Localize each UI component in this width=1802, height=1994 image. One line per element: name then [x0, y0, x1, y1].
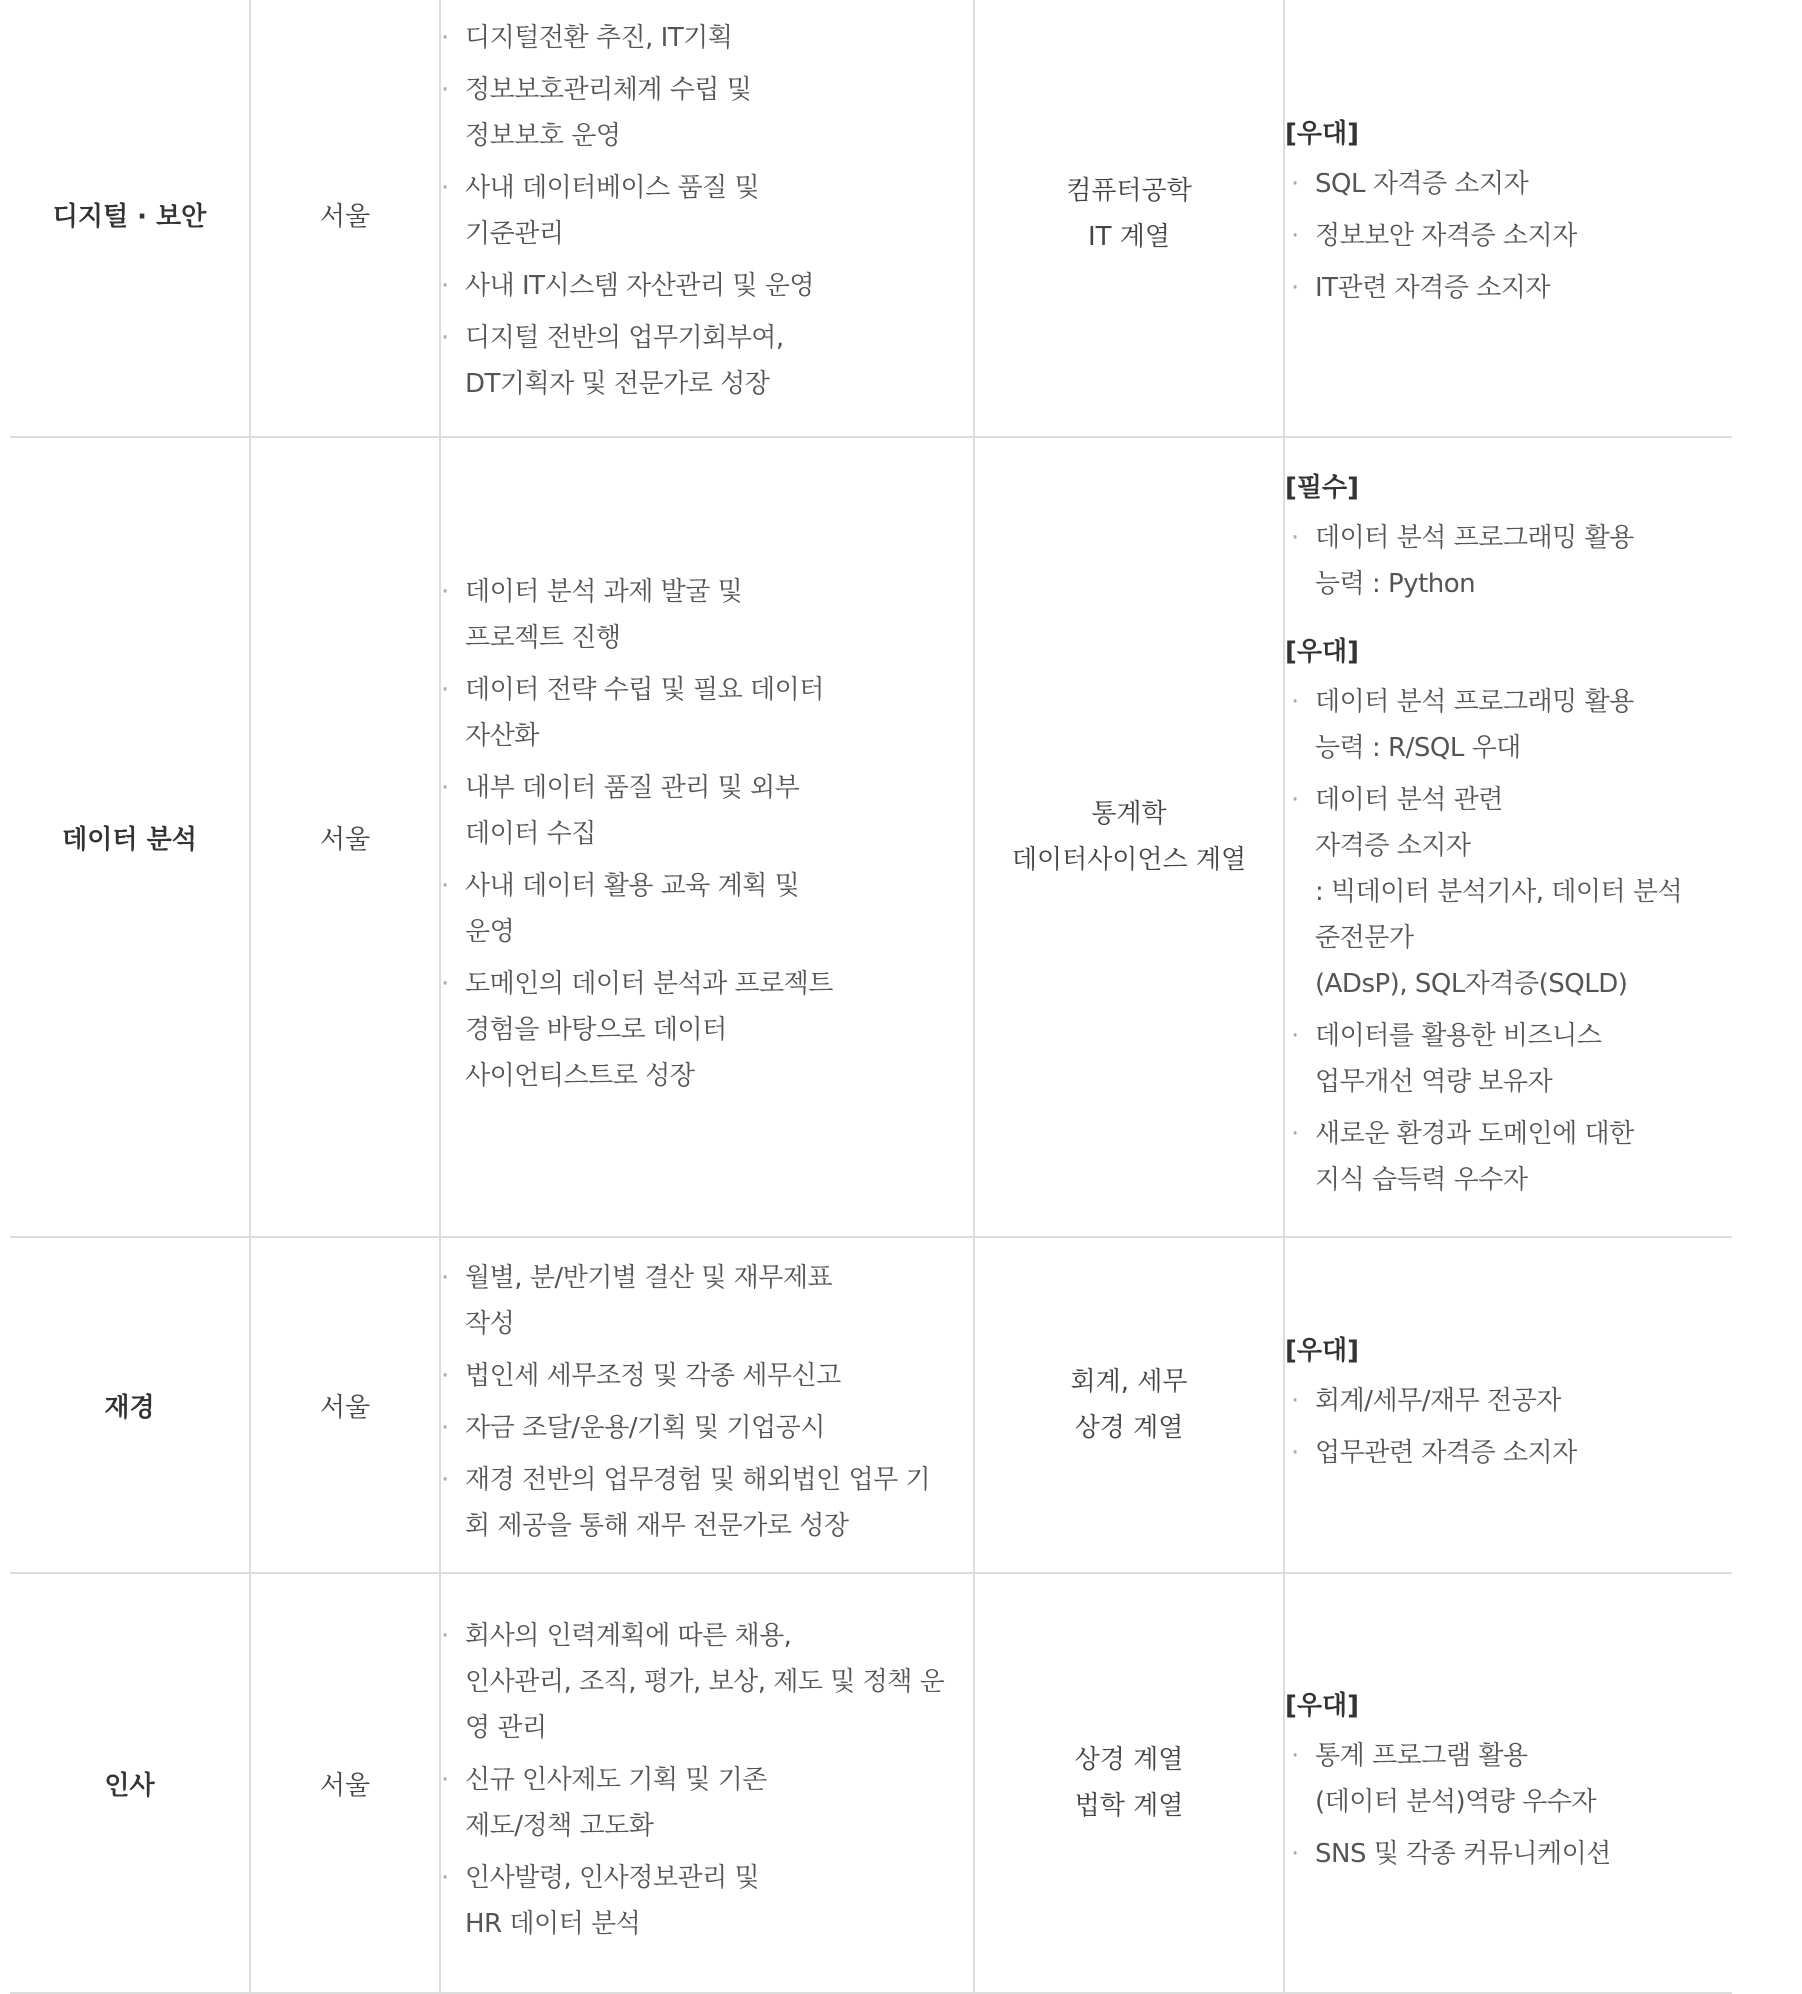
text-line: · 데이터 분석 과제 발굴 및: [465, 577, 743, 607]
table-row: [10, 1573, 1732, 1993]
requirement-list: [1285, 1733, 1732, 1877]
text-line: · 새로운 환경과 도메인에 대한: [1315, 1119, 1634, 1149]
job-requirements: [1284, 1237, 1732, 1573]
text-line: 인사관리, 조직, 평가, 보상, 제도 및 정책 운: [465, 1667, 945, 1697]
text-line: 데이터사이언스 계열: [1011, 845, 1247, 875]
requirement-block: [1285, 465, 1732, 607]
text-line: · IT관련 자격증 소지자: [1315, 273, 1551, 303]
requirement-item: [1285, 515, 1732, 607]
text-line: · 업무관련 자격증 소지자: [1315, 1438, 1577, 1468]
duty-item: [441, 67, 973, 159]
job-location: 서울: [250, 1237, 440, 1573]
duty-item: [441, 1757, 973, 1849]
requirement-list: [1285, 515, 1732, 607]
text-line: 능력 : R/SQL 우대: [1315, 733, 1521, 763]
job-location: 서울: [250, 0, 440, 437]
duty-item: [441, 1353, 973, 1399]
requirement-block: [1285, 629, 1732, 1203]
requirement-label: [우대]: [1285, 1336, 1359, 1366]
requirement-block: [1285, 1683, 1732, 1877]
text-line: 능력 : Python: [1315, 569, 1476, 599]
duty-item: [441, 569, 973, 661]
requirement-list: [1285, 679, 1732, 1203]
job-location: 서울: [250, 437, 440, 1237]
requirement-item: [1285, 1430, 1732, 1476]
requirement-block: [1285, 1328, 1732, 1476]
text-line: · 데이터 분석 프로그래밍 활용: [1315, 687, 1634, 717]
requirement-item: [1285, 679, 1732, 771]
text-line: · 인사발령, 인사정보관리 및: [465, 1863, 760, 1893]
text-line: 자격증 소지자: [1315, 831, 1471, 861]
text-line: · 통계 프로그램 활용: [1315, 1741, 1528, 1771]
text-line: · 정보보호관리체계 수립 및: [465, 75, 752, 105]
duty-item: [441, 165, 973, 257]
job-field: 디지털 · 보안: [10, 0, 250, 437]
job-table-body: [10, 0, 1732, 1993]
text-line: · 디지털 전반의 업무기회부여,: [465, 323, 784, 353]
text-line: DT기획자 및 전문가로 성장: [465, 369, 770, 399]
text-line: · 사내 데이터베이스 품질 및: [465, 173, 760, 203]
requirement-item: [1285, 1111, 1732, 1203]
text-line: · SNS 및 각종 커뮤니케이션: [1315, 1839, 1611, 1869]
text-line: 지식 습득력 우수자: [1315, 1165, 1528, 1195]
text-line: 제도/정책 고도화: [465, 1811, 654, 1841]
table-row: [10, 437, 1732, 1237]
requirement-block: [1285, 111, 1732, 311]
requirement-item: [1285, 1733, 1732, 1825]
job-requirements: [1284, 1573, 1732, 1993]
text-line: 회 제공을 통해 재무 전문가로 성장: [465, 1511, 849, 1541]
text-line: 정보보호 운영: [465, 121, 621, 151]
text-line: 데이터 수집: [465, 819, 596, 849]
job-field: 데이터 분석: [10, 437, 250, 1237]
duty-item: [441, 263, 973, 309]
requirement-item: [1285, 1831, 1732, 1877]
text-line: · 내부 데이터 품질 관리 및 외부: [465, 773, 800, 803]
job-duties: [440, 1573, 974, 1993]
text-line: · 데이터 전략 수립 및 필요 데이터: [465, 675, 824, 705]
text-line: · 신규 인사제도 기획 및 기존: [465, 1765, 767, 1795]
job-location: 서울: [250, 1573, 440, 1993]
table-row: [10, 0, 1732, 437]
text-line: · 회계/세무/재무 전공자: [1315, 1386, 1561, 1416]
duty-list: [441, 1255, 973, 1549]
text-line: 기준관리: [465, 219, 564, 249]
requirement-label: [우대]: [1285, 119, 1359, 149]
duty-list: [441, 1613, 973, 1947]
duty-item: [441, 1255, 973, 1347]
text-line: · 재경 전반의 업무경험 및 해외법인 업무 기: [465, 1465, 931, 1495]
duty-list: [441, 569, 973, 1099]
job-table: [10, 0, 1732, 1994]
text-line: 프로젝트 진행: [465, 623, 621, 653]
duty-item: [441, 15, 973, 61]
job-duties: [440, 1237, 974, 1573]
job-requirements: [1284, 0, 1732, 437]
text-line: 법학 계열: [1074, 1791, 1184, 1821]
job-field: 재경: [10, 1237, 250, 1573]
text-line: · 정보보안 자격증 소지자: [1315, 221, 1577, 251]
job-duties: [440, 0, 974, 437]
text-line: (데이터 분석)역량 우수자: [1315, 1787, 1596, 1817]
duty-item: [441, 961, 973, 1099]
requirement-item: [1285, 1013, 1732, 1105]
text-line: 작성: [465, 1309, 515, 1339]
text-line: 사이언티스트로 성장: [465, 1061, 695, 1091]
text-line: 경험을 바탕으로 데이터: [465, 1015, 727, 1045]
text-line: 운영: [465, 917, 515, 947]
job-major: [974, 437, 1284, 1237]
duty-item: [441, 315, 973, 407]
text-line: · 월별, 분/반기별 결산 및 재무제표: [465, 1263, 833, 1293]
job-requirements: [1284, 437, 1732, 1237]
text-line: 상경 계열: [1074, 1413, 1184, 1443]
text-line: IT 계열: [1087, 222, 1171, 252]
duty-item: [441, 1405, 973, 1451]
requirement-item: [1285, 213, 1732, 259]
text-line: HR 데이터 분석: [465, 1909, 641, 1939]
text-line: (ADsP), SQL자격증(SQLD): [1315, 969, 1628, 999]
job-duties: [440, 437, 974, 1237]
requirement-item: [1285, 161, 1732, 207]
text-line: · 디지털전환 추진, IT기획: [465, 23, 733, 53]
requirement-label: [필수]: [1285, 473, 1359, 503]
text-line: · 법인세 세무조정 및 각종 세무신고: [465, 1361, 841, 1391]
text-line: : 빅데이터 분석기사, 데이터 분석: [1315, 877, 1683, 907]
requirement-item: [1285, 265, 1732, 311]
requirement-label: [우대]: [1285, 1691, 1359, 1721]
text-line: · 자금 조달/운용/기획 및 기업공시: [465, 1413, 825, 1443]
requirement-list: [1285, 1378, 1732, 1476]
duty-list: [441, 15, 973, 407]
text-line: 상경 계열: [1074, 1745, 1184, 1775]
text-line: 영 관리: [465, 1713, 547, 1743]
text-line: · 사내 데이터 활용 교육 계획 및: [465, 871, 800, 901]
requirement-item: [1285, 1378, 1732, 1424]
text-line: · 사내 IT시스템 자산관리 및 운영: [465, 271, 815, 301]
duty-item: [441, 1613, 973, 1751]
duty-item: [441, 1457, 973, 1549]
job-major: [974, 0, 1284, 437]
text-line: 자산화: [465, 721, 539, 751]
requirement-item: [1285, 777, 1732, 1007]
text-line: 통계학: [1091, 799, 1167, 829]
text-line: 업무개선 역량 보유자: [1315, 1067, 1553, 1097]
duty-item: [441, 863, 973, 955]
requirement-label: [우대]: [1285, 637, 1359, 667]
text-line: · SQL 자격증 소지자: [1315, 169, 1529, 199]
text-line: 회계, 세무: [1070, 1367, 1188, 1397]
duty-item: [441, 667, 973, 759]
job-major: [974, 1237, 1284, 1573]
job-field: 인사: [10, 1573, 250, 1993]
text-line: · 데이터 분석 관련: [1315, 785, 1503, 815]
text-line: 컴퓨터공학: [1066, 176, 1192, 206]
job-major: [974, 1573, 1284, 1993]
requirement-list: [1285, 161, 1732, 311]
text-line: · 데이터 분석 프로그래밍 활용: [1315, 523, 1634, 553]
text-line: 준전문가: [1315, 923, 1414, 953]
text-line: · 회사의 인력계획에 따른 채용,: [465, 1621, 792, 1651]
duty-item: [441, 765, 973, 857]
table-row: [10, 1237, 1732, 1573]
text-line: · 도메인의 데이터 분석과 프로젝트: [465, 969, 833, 999]
duty-item: [441, 1855, 973, 1947]
text-line: · 데이터를 활용한 비즈니스: [1315, 1021, 1602, 1051]
